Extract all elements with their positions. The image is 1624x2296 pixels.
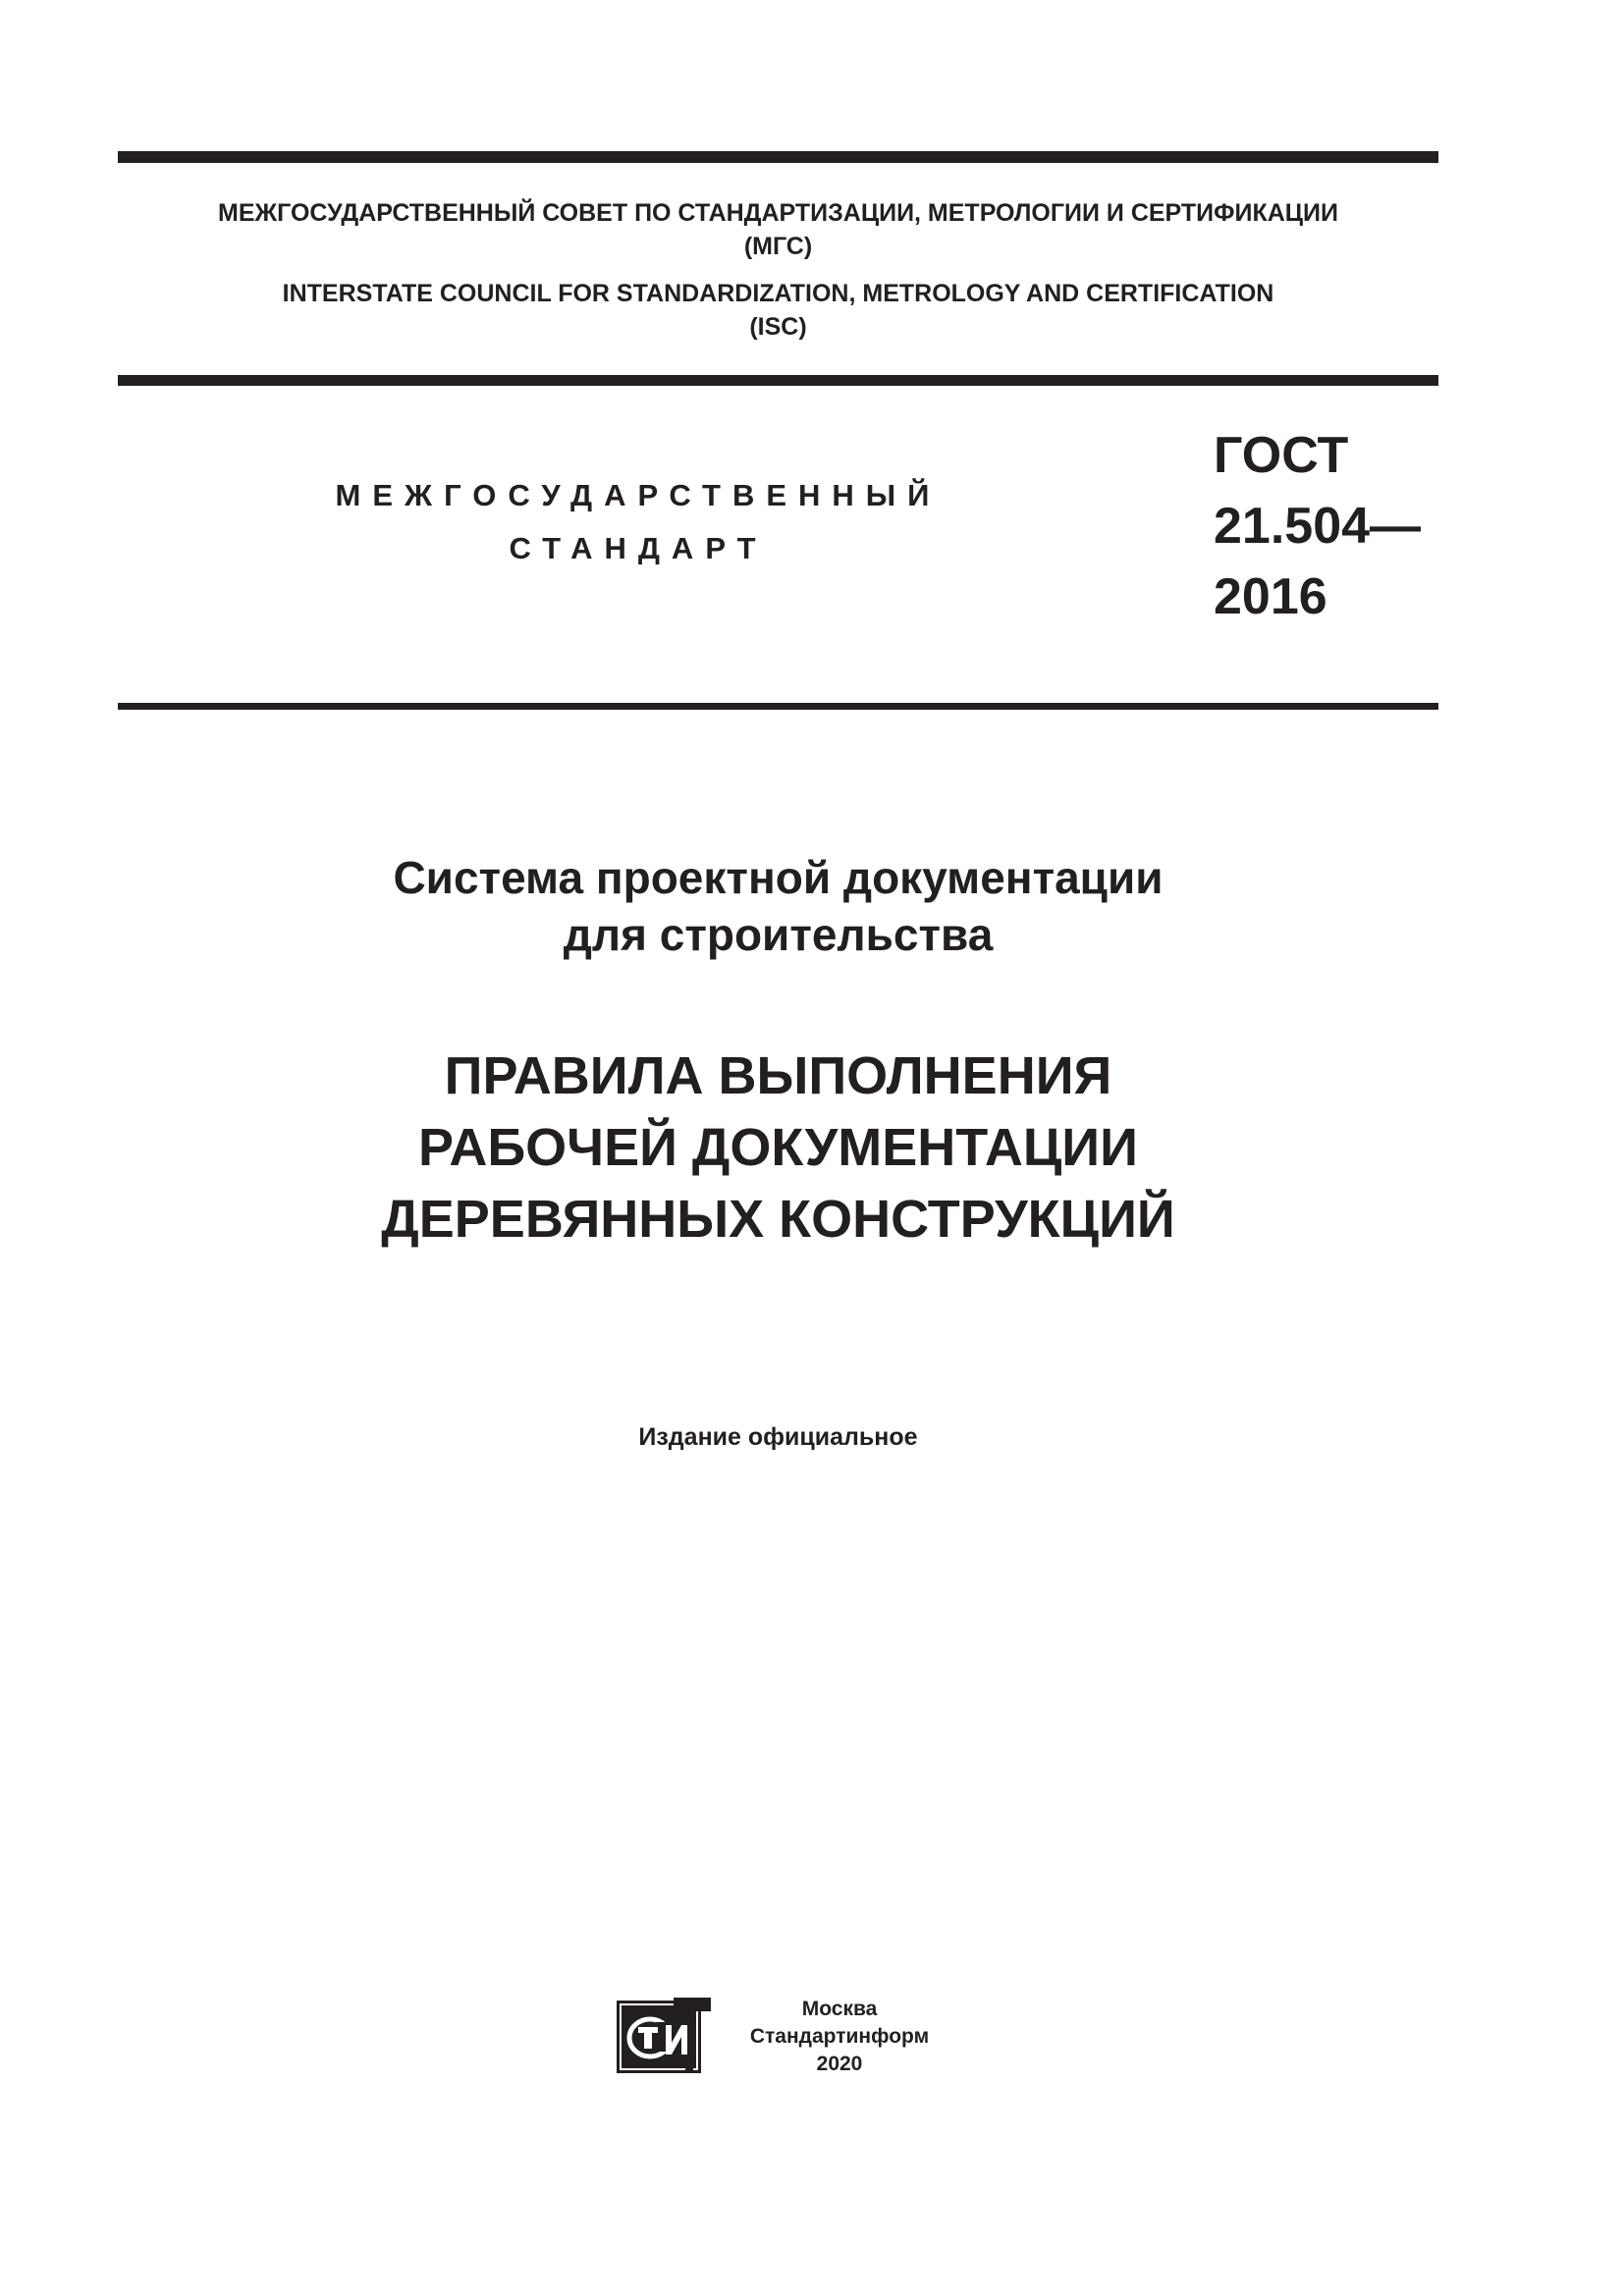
council-header	[118, 196, 1438, 344]
imprint	[731, 1996, 947, 2078]
council-en-abbr: (ISC)	[749, 313, 807, 341]
imprint-year: 2020	[816, 2053, 863, 2075]
gost-designation	[1214, 420, 1421, 632]
standard-kind-line1: МЕЖГОСУДАРСТВЕННЫЙ	[335, 478, 942, 512]
council-en-name: INTERSTATE COUNCIL FOR STANDARDIZATION, METROLOGY AND CERTIFICATION	[282, 280, 1274, 307]
standard-kind-line2: СТАНДАРТ	[509, 531, 768, 565]
gost-number: 21.504—	[1214, 498, 1422, 555]
edition-note: Издание официальное	[638, 1423, 918, 1451]
gost-year: 2016	[1214, 568, 1327, 625]
lower-divider	[118, 703, 1438, 710]
top-divider	[118, 151, 1438, 163]
document-title-line2: РАБОЧЕЙ ДОКУМЕНТАЦИИ	[418, 1118, 1138, 1177]
logo-text: СтИ	[518, 1899, 520, 1900]
document-title-line1: ПРАВИЛА ВЫПОЛНЕНИЯ	[444, 1046, 1112, 1105]
standard-kind	[295, 469, 982, 575]
imprint-publisher: Стандартинформ	[749, 2025, 930, 2048]
council-ru-abbr: (МГС)	[743, 233, 813, 260]
document-title	[118, 1041, 1438, 1255]
imprint-city: Москва	[801, 1998, 878, 2020]
gost-label: ГОСТ	[1214, 427, 1349, 484]
series-title-line2: для строительства	[563, 909, 994, 960]
document-title-line3: ДЕРЕВЯННЫХ КОНСТРУКЦИЙ	[381, 1190, 1175, 1249]
series-title-line1: Система проектной документации	[393, 852, 1164, 903]
middle-divider	[118, 375, 1438, 386]
series-title	[118, 849, 1438, 963]
standartinform-logo-icon	[518, 1899, 711, 2073]
council-ru-name: МЕЖГОСУДАРСТВЕННЫЙ СОВЕТ ПО СТАНДАРТИЗАЦИИ, МЕТРОЛОГИИ И СЕРТИФИКАЦИИ	[218, 199, 1338, 227]
